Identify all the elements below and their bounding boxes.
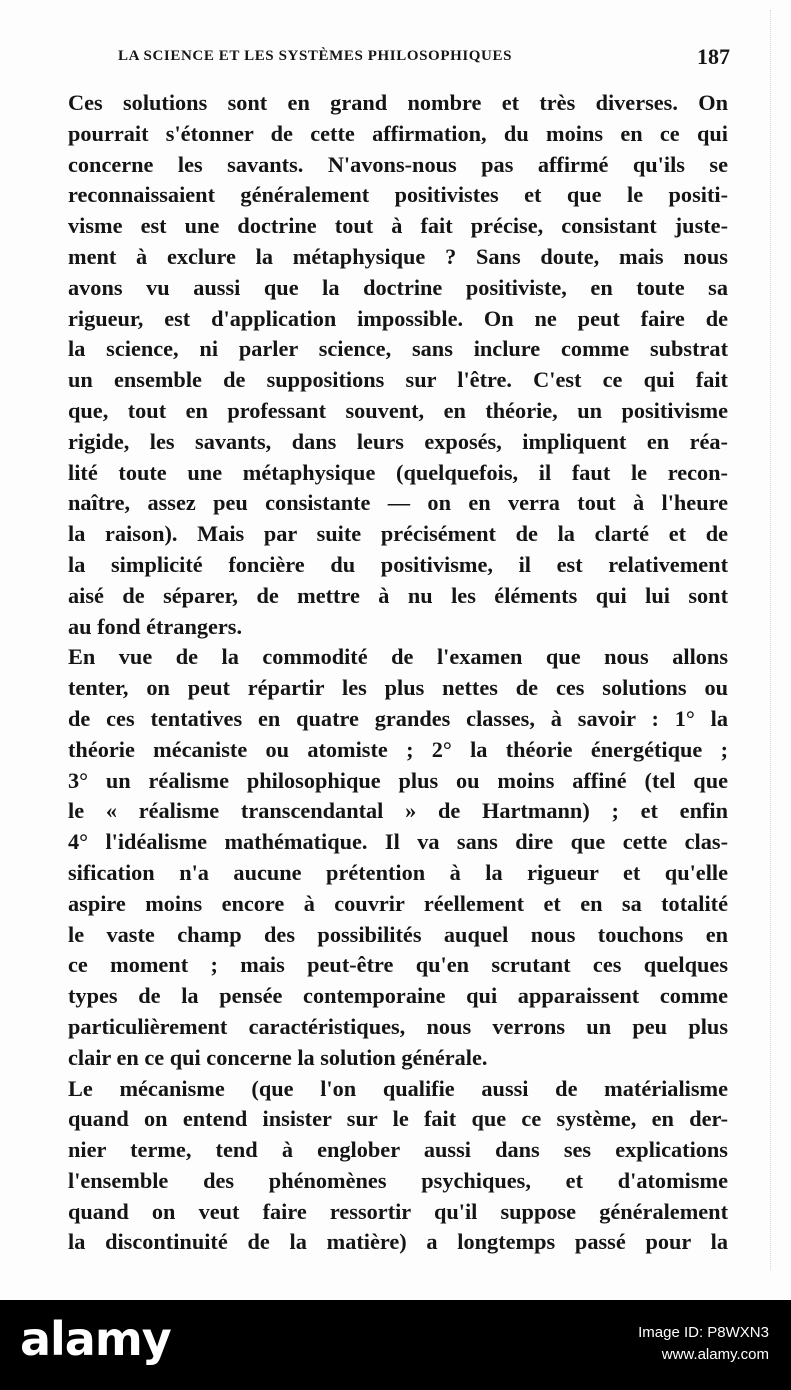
text-line: quand on veut faire ressortir qu'il suppose généralement: [68, 1198, 728, 1224]
text-line: la science, ni parler science, sans inclure comme substrat: [68, 336, 728, 362]
page-number: 187: [697, 44, 730, 69]
watermark-url: www.alamy.com: [661, 1346, 769, 1363]
text-line: sification n'a aucune prétention à la rigueur et qu'elle: [68, 859, 728, 885]
text-line: reconnaissaient généralement positivistes et que le positi-: [68, 182, 728, 208]
text-line: un ensemble de suppositions sur l'être. C'est ce qui fait: [68, 367, 728, 393]
text-line: la raison). Mais par suite précisément de la clarté et de: [68, 521, 728, 547]
alamy-logo: alamy: [20, 1312, 171, 1366]
image-id: Image ID: P8WXN3: [638, 1324, 769, 1341]
text-line: que, tout en professant souvent, en théorie, un positivisme: [68, 397, 728, 423]
text-line: types de la pensée contemporaine qui apparaissent comme: [68, 983, 728, 1009]
text-line: lité toute une métaphysique (quelquefois, il faut le recon-: [68, 459, 728, 485]
watermark-bar: [0, 1300, 791, 1390]
body-text: [68, 88, 728, 1258]
text-line: au fond étrangers.: [68, 613, 243, 639]
text-line: 4° l'idéalisme mathématique. Il va sans dire que cette clas-: [68, 829, 728, 855]
text-line: la discontinuité de la matière) a longtemps passé pour la: [68, 1229, 728, 1255]
text-line: de ces tentatives en quatre grandes classes, à savoir : 1° la: [68, 705, 728, 731]
scan-edge-artifact: [770, 10, 783, 1270]
text-line: Ces solutions sont en grand nombre et très diverses. On: [68, 90, 728, 115]
text-line: concerne les savants. N'avons-nous pas affirmé qu'ils se: [68, 151, 728, 177]
text-line: rigide, les savants, dans leurs exposés, impliquent en réa-: [68, 428, 728, 454]
text-line: visme est une doctrine tout à fait précise, consistant juste-: [68, 213, 728, 239]
text-line: le « réalisme transcendantal » de Hartmann) ; et enfin: [68, 798, 728, 824]
text-line: ce moment ; mais peut-être qu'en scrutant ces quelques: [68, 952, 728, 978]
text-line: aspire moins encore à couvrir réellement et en sa totalité: [68, 890, 728, 916]
text-line: Le mécanisme (que l'on qualifie aussi de matérialisme: [68, 1075, 728, 1101]
text-line: particulièrement caractéristiques, nous verrons un peu plus: [68, 1013, 728, 1039]
running-header: [118, 44, 730, 70]
text-line: théorie mécaniste ou atomiste ; 2° la théorie énergétique ;: [68, 736, 728, 762]
text-line: 3° un réalisme philosophique plus ou moins affiné (tel que: [68, 767, 728, 793]
text-line: En vue de la commodité de l'examen que nous allons: [68, 644, 728, 670]
text-line: le vaste champ des possibilités auquel nous touchons en: [68, 921, 728, 947]
text-line: pourrait s'étonner de cette affirmation, du moins en ce qui: [68, 120, 728, 146]
text-line: nier terme, tend à englober aussi dans ses explications: [68, 1137, 728, 1163]
text-line: la simplicité foncière du positivisme, il est relativement: [68, 551, 728, 577]
text-line: naître, assez peu consistante — on en verra tout à l'heure: [68, 490, 728, 516]
text-line: tenter, on peut répartir les plus nettes de ces solutions ou: [68, 675, 728, 701]
text-line: avons vu aussi que la doctrine positiviste, en toute sa: [68, 274, 728, 300]
running-title: LA SCIENCE ET LES SYSTÈMES PHILOSOPHIQUES: [118, 48, 513, 64]
text-line: aisé de séparer, de mettre à nu les éléments qui lui sont: [68, 582, 728, 608]
image-id-block: [638, 1322, 769, 1366]
text-line: ment à exclure la métaphysique ? Sans doute, mais nous: [68, 243, 728, 269]
text-line: clair en ce qui concerne la solution générale.: [68, 1044, 488, 1070]
text-line: l'ensemble des phénomènes psychiques, et d'atomisme: [68, 1167, 728, 1193]
text-line: quand on entend insister sur le fait que ce système, en der-: [68, 1106, 728, 1132]
text-line: rigueur, est d'application impossible. On ne peut faire de: [68, 305, 728, 331]
